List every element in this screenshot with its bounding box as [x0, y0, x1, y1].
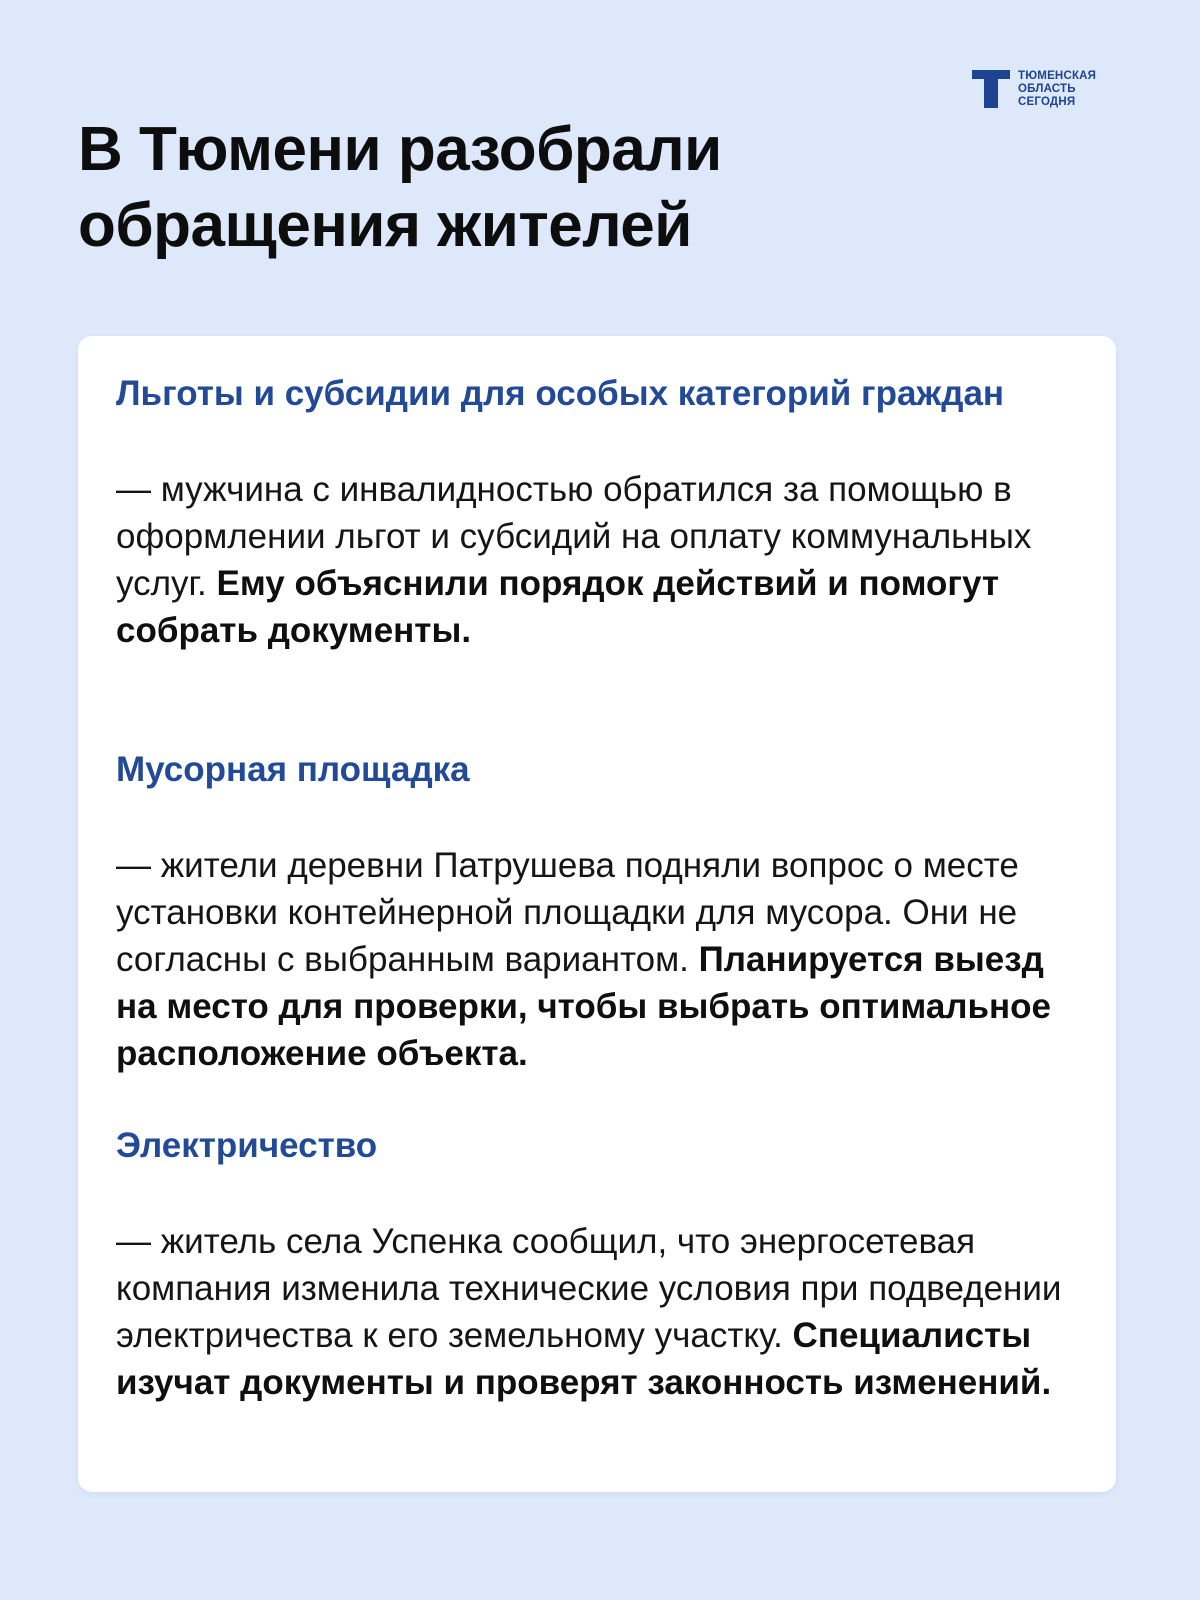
brand-name-line-3: СЕГОДНЯ [1018, 95, 1076, 108]
section-body [116, 842, 1086, 1077]
section-body [116, 466, 1086, 654]
section-text: — мужчина с инвалидностью обратился за помощью в оформлении льгот и субсидий на оплату коммунальных услуг. [116, 470, 1032, 603]
brand-name-line-1: ТЮМЕНСКАЯ [1018, 69, 1097, 82]
brand-logo [970, 68, 1096, 110]
brand-name [1018, 70, 1096, 109]
section-conclusion: Планируется выезд на место для проверки, чтобы выбрать оптимальное расположение объекта. [116, 940, 1052, 1073]
section-heading: Мусорная площадка [116, 750, 470, 789]
section-conclusion: Специалисты изучат документы и проверят законность изменений. [116, 1316, 1052, 1402]
page-title: В Тюмени разобрали обращения жителей [78, 115, 722, 260]
brand-letter-t-icon [970, 68, 1012, 110]
section-body [116, 1218, 1086, 1406]
section-heading: Электричество [116, 1126, 378, 1165]
section-benefits [116, 372, 1086, 654]
section-garbage-site [116, 748, 1086, 1077]
section-text: — жители деревни Патрушева подняли вопрос о месте установки контейнерной площадки для мусора. Они не согласны с выбранным вариантом. [116, 846, 1019, 979]
content-card [78, 336, 1116, 1492]
brand-name-line-2: ОБЛАСТЬ [1018, 82, 1076, 95]
section-conclusion: Ему объяснили порядок действий и помогут собрать документы. [116, 564, 1000, 650]
section-heading: Льготы и субсидии для особых категорий граждан [116, 374, 1005, 413]
section-electricity [116, 1124, 1086, 1406]
section-text: — житель села Успенка сообщил, что энергосетевая компания изменила технические условия при подведении электричества к его земельному участку. [116, 1222, 1062, 1355]
